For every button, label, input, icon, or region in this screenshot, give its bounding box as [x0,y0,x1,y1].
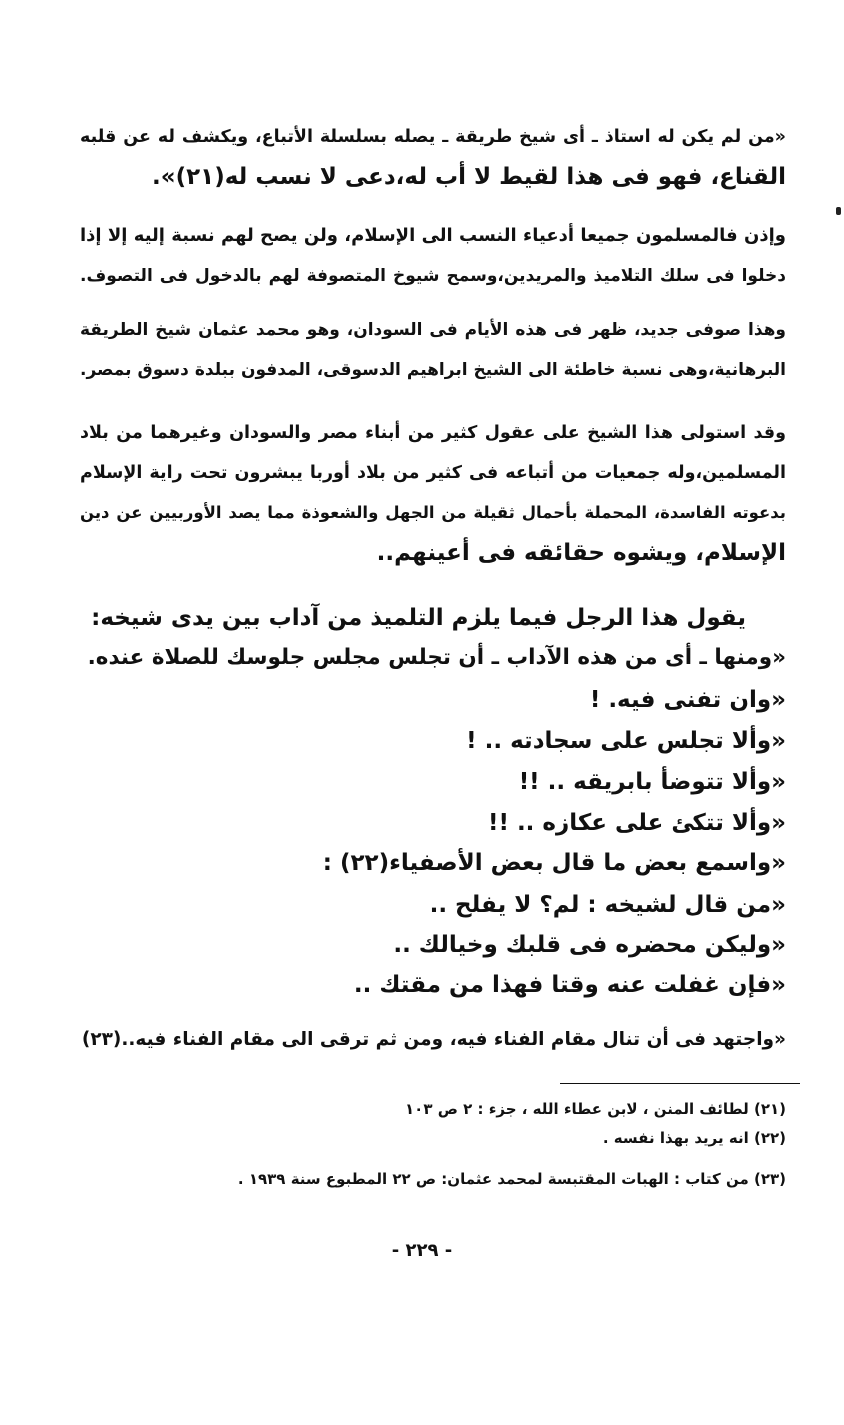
paragraph-2-line-2: دخلوا فى سلك التلاميذ والمريدين،وسمح شيوخ المتصوفة لهم بالدخول فى التصوف. [80,266,786,286]
quote-intro: يقول هذا الرجل فيما يلزم التلميذ من آداب بين يدى شيخه: [91,605,746,631]
footnote-22: (٢٢) انه يريد بهذا نفسه . [602,1129,786,1147]
quote-line-9: «فإن غفلت عنه وقتا فهذا من مقتك .. [353,972,786,998]
paragraph-4-line-1: وقد استولى هذا الشيخ على عقول كثير من أبناء مصر والسودان وغيرهما من بلاد [80,423,786,443]
paragraph-1-line-1: «من لم يكن له استاذ ـ أى شيخ طريقة ـ يصله بسلسلة الأتباع، ويكشف له عن قلبه [80,127,786,147]
paragraph-4-line-4: الإسلام، ويشوه حقائقه فى أعينهم.. [376,540,786,566]
paragraph-3-line-2: البرهانية،وهى نسبة خاطئة الى الشيخ ابراهيم الدسوقى، المدفون ببلدة دسوق بمصر. [80,360,786,380]
quote-line-7: «من قال لشيخه : لم؟ لا يفلح .. [429,892,786,918]
quote-line-3: «وألا تجلس على سجادته .. ! [466,728,786,754]
paragraph-2-line-1: وإذن فالمسلمون جميعا أدعياء النسب الى الإسلام، ولن يصح لهم نسبة إليه إلا إذا [80,225,786,246]
quote-line-6: «واسمع بعض ما قال بعض الأصفياء(٢٢) : [322,850,786,876]
quote-line-2: «وان تفنى فيه. ! [589,687,786,713]
paragraph-4-line-3: بدعوته الفاسدة، المحملة بأحمال ثقيلة من الجهل والشعوذة مما يصد الأوربيين عن دين [80,503,786,522]
quote-line-10: «واجتهد فى أن تنال مقام الفناء فيه، ومن ثم ترقى الى مقام الفناء فيه..(٢٣) [81,1029,786,1050]
footnote-23: (٢٣) من كتاب : الهبات المقتبسة لمحمد عثمان: ص ٢٢ المطبوع سنة ١٩٣٩ . [237,1170,786,1188]
quote-line-8: «وليكن محضره فى قلبك وخيالك .. [393,932,786,958]
footnote-21: (٢١) لطائف المنن ، لابن عطاء الله ، جزء : ٢ ص ١٠٣ [405,1100,786,1118]
paragraph-1-line-2: القناع، فهو فى هذا لقيط لا أب له،دعى لا نسب له(٢١)». [152,164,786,190]
paragraph-3-line-1: وهذا صوفى جديد، ظهر فى هذه الأيام فى السودان، وهو محمد عثمان شيخ الطريقة [80,320,786,340]
page-number: - ٢٢٩ - [391,1240,453,1261]
quote-line-5: «وألا تتكئ على عكازه .. !! [487,810,786,836]
quote-line-1: «ومنها ـ أى من هذه الآداب ـ أن تجلس مجلس جلوسك للصلاة عنده. [87,645,786,670]
quote-line-4: «وألا تتوضأ بابريقه .. !! [518,769,786,795]
footnote-separator [560,1083,800,1084]
paragraph-4-line-2: المسلمين،وله جمعيات من أتباعه فى كثير من بلاد أوربا يبشرون تحت راية الإسلام [80,463,786,483]
scan-edge-mark [836,207,841,215]
